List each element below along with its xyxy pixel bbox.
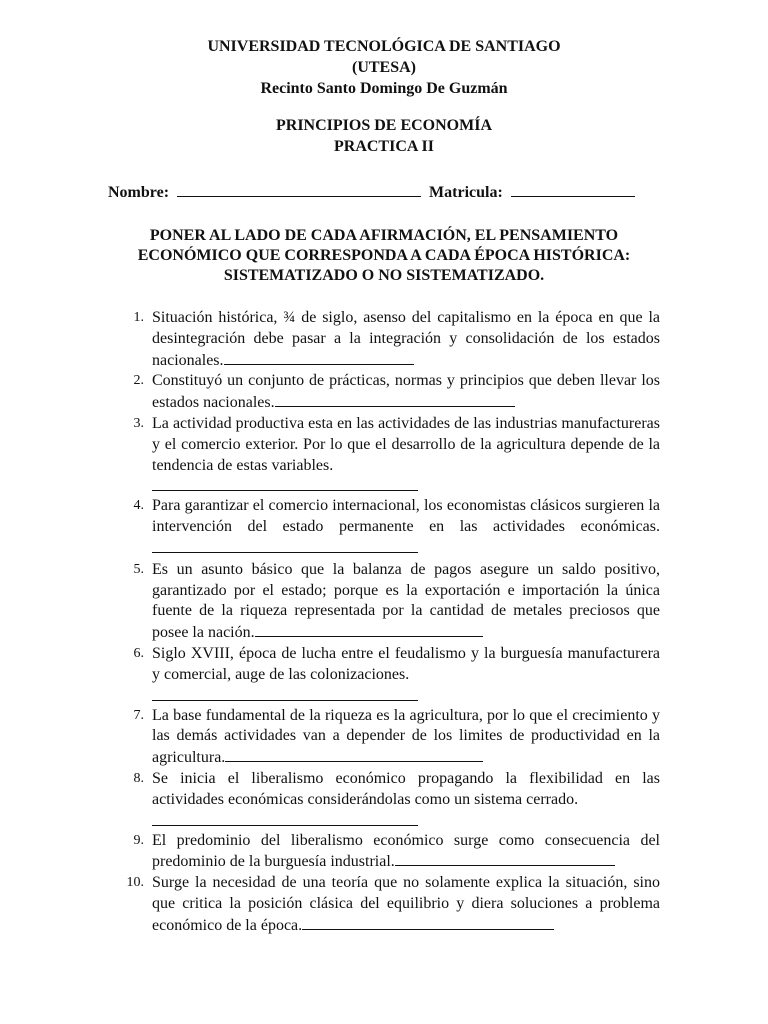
item-number: 6.: [133, 645, 144, 661]
answer-line[interactable]: [152, 686, 418, 701]
item-number: 8.: [133, 770, 144, 786]
answer-line[interactable]: [152, 538, 418, 553]
answer-line[interactable]: [224, 350, 414, 365]
list-item: [0, 560, 768, 644]
university-acronym: (UTESA): [351, 59, 416, 76]
item-text: El predominio del liberalismo económico surge como consecuencia del predominio de la burguesía industrial.: [152, 831, 660, 871]
university-name: UNIVERSIDAD TECNOLÓGICA DE SANTIAGO: [207, 38, 561, 55]
matricula-blank-line[interactable]: [511, 182, 635, 197]
list-item: [0, 496, 768, 559]
item-text: Constituyó un conjunto de prácticas, normas y principios que deben llevar los estados nacionales.: [152, 372, 660, 412]
item-text: Se inicia el liberalismo económico propagando la flexibilidad en las actividades económicas considerándolas como un sistema cerrado.: [152, 769, 660, 808]
item-number: 3.: [133, 415, 144, 431]
list-item: [0, 644, 768, 701]
answer-line[interactable]: [225, 747, 483, 762]
list-item: [0, 873, 768, 936]
name-blank-line[interactable]: [177, 182, 421, 197]
item-number: 9.: [133, 832, 144, 848]
answer-line[interactable]: [152, 476, 418, 491]
matricula-label: Matricula:: [429, 184, 503, 201]
student-fields: [108, 182, 635, 202]
item-number: 10.: [126, 875, 144, 891]
list-item: [0, 371, 768, 414]
practice-title: PRACTICA II: [333, 138, 434, 155]
answer-line[interactable]: [275, 392, 515, 407]
campus-name: Recinto Santo Domingo De Guzmán: [260, 80, 508, 97]
list-item: [0, 831, 768, 874]
item-text: Es un asunto básico que la balanza de pagos asegure un saldo positivo, garantizado por el estado; porque es la exportación e importación la única fuente de la riqueza representada por la cantidad de metales preciosos que posee la nación.: [152, 560, 660, 642]
instructions: PONER AL LADO DE CADA AFIRMACIÓN, EL PENSAMIENTO ECONÓMICO QUE CORRESPONDA A CADA ÉPOCA HISTÓRICA: SISTEMATIZADO O NO SISTEMATIZADO.: [137, 227, 631, 284]
item-number: 1.: [133, 310, 144, 325]
item-text: Surge la necesidad de una teoría que no solamente explica la situación, sino que critica la posición clásica del equilibrio y diera soluciones a problema económico de la época.: [152, 874, 660, 934]
item-number: 2.: [133, 373, 144, 389]
answer-line[interactable]: [152, 811, 418, 826]
item-text: Siglo XVIII, época de lucha entre el feudalismo y la burguesía manufacturera y comercial, auge de las colonizaciones.: [152, 644, 660, 683]
item-number: 5.: [133, 561, 144, 577]
item-number: 4.: [133, 498, 144, 514]
statement-list: [0, 308, 768, 937]
answer-line[interactable]: [302, 915, 554, 930]
document-header: [0, 36, 768, 99]
list-item: [0, 414, 768, 491]
course-title-block: [0, 115, 768, 157]
answer-line[interactable]: [255, 622, 483, 637]
list-item: [0, 706, 768, 769]
item-text: La base fundamental de la riqueza es la agricultura, por lo que el crecimiento y las demás actividades van a depender de los limites de productividad en la agricultura.: [152, 706, 660, 767]
list-item: [0, 308, 768, 371]
name-label: Nombre:: [108, 184, 170, 201]
item-text: Situación histórica, ¾ de siglo, asenso del capitalismo en la época en que la desintegración debe pasar a la integración y consolidación de los estados nacionales.: [152, 309, 660, 369]
answer-line[interactable]: [395, 851, 615, 866]
course-name: PRINCIPIOS DE ECONOMÍA: [275, 117, 492, 134]
item-text: La actividad productiva esta en las actividades de las industrias manufactureras y el comercio exterior. Por lo que el desarrollo de la agricultura depende de la tendencia de estas variables.: [152, 414, 660, 474]
item-number: 7.: [133, 707, 144, 723]
item-text: Para garantizar el comercio internacional, los economistas clásicos surgieren la intervención del estado permanente en las actividades económicas.: [152, 497, 660, 536]
list-item: [0, 769, 768, 826]
